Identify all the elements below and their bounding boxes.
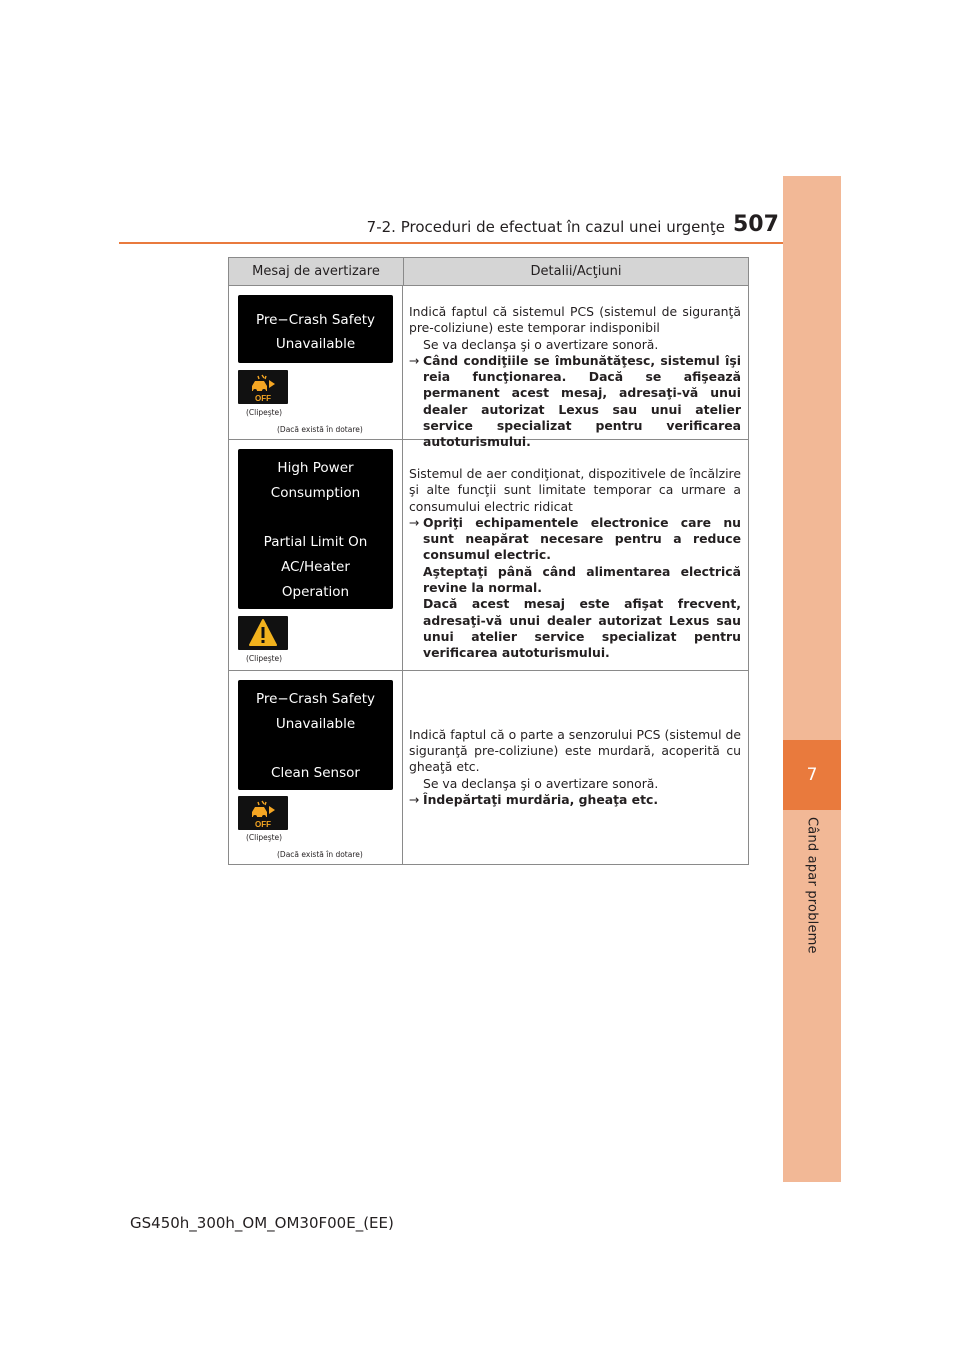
- screen-line: High Power: [277, 460, 354, 476]
- chapter-title: Când apar probleme: [804, 816, 820, 954]
- arrow-icon: →: [409, 352, 420, 368]
- column-header-details: Detalii/Acţiuni: [530, 264, 622, 279]
- icon-off-label: OFF: [255, 394, 271, 403]
- display-screen-clean-sensor: [238, 680, 393, 790]
- description-text: Indică faptul că sistemul PCS (sistemul de siguranţă pre-coliziune) este temporar indisponibil: [409, 304, 741, 336]
- details-cell: [403, 286, 748, 450]
- description-text: Indică faptul că o parte a senzorului PCS (sistemul de siguranţă pre-coliziune) este murdară, acoperită cu gheaţă etc.: [409, 726, 741, 775]
- table-row: [229, 671, 748, 864]
- screen-line: [238, 736, 393, 761]
- sound-note: Se va declanşa şi o avertizare sonoră.: [423, 775, 659, 791]
- warning-visual-cell: [229, 440, 403, 670]
- screen-line: Operation: [281, 583, 350, 600]
- screen-line: Pre−Crash Safety: [255, 691, 376, 707]
- screen-line: Partial Limit On: [263, 534, 368, 551]
- section-title: 7-2. Proceduri de efectuat în cazul unei urgenţe: [366, 218, 725, 236]
- blink-note: (Clipeşte): [246, 408, 283, 417]
- action-text: Aşteptaţi până când alimentarea electrică revine la normal.: [423, 563, 741, 596]
- details-cell: [403, 671, 748, 864]
- warning-triangle-icon: [238, 616, 288, 650]
- action-text-group: [423, 515, 741, 662]
- table-row: [229, 286, 748, 450]
- action-text: Când condiţiile se îmbunătăţesc, sistemul îşi reia funcţionarea. Dacă se afişează permanent acest mesaj, adresaţi-vă unui dealer autorizat Lexus sau unui atelier service specializat pentru verificarea autoturismului.: [423, 352, 741, 450]
- action-item: [409, 353, 741, 451]
- details-cell: [403, 440, 748, 670]
- screen-line: AC/Heater: [281, 558, 350, 575]
- display-screen-high-power: [238, 449, 393, 609]
- action-text: Dacă acest mesaj este afişat frecvent, adresaţi-vă unui dealer autorizat Lexus sau unui atelier service specializat pentru verificarea autoturismului.: [423, 596, 741, 661]
- chapter-title-container: [783, 815, 841, 955]
- blink-note: (Clipeşte): [246, 833, 283, 842]
- column-header-message: Mesaj de avertizare: [229, 258, 404, 285]
- warning-visual-cell: [229, 286, 403, 439]
- display-screen-pcs-unavailable: [238, 295, 393, 363]
- arrow-icon: →: [409, 514, 420, 530]
- screen-line: [238, 505, 393, 530]
- blink-note: (Clipeşte): [246, 654, 283, 663]
- screen-line: Clean Sensor: [271, 765, 360, 782]
- sound-note: Se va declanşa şi o avertizare sonoră.: [423, 336, 659, 352]
- action-item: [409, 515, 741, 662]
- equipment-note: (Dacă există în dotare): [277, 850, 363, 859]
- document-code: GS450h_300h_OM_OM30F00E_(EE): [130, 1214, 394, 1232]
- equipment-note: (Dacă există în dotare): [277, 425, 363, 434]
- description-text: Sistemul de aer condiţionat, dispozitivele de încălzire şi alte funcţii sunt limitate temporar ca urmare a consumului electric ridicat: [409, 466, 741, 514]
- action-item: [409, 792, 741, 808]
- table-row: [229, 440, 748, 671]
- screen-line: Pre−Crash Safety: [255, 312, 376, 328]
- table-header: [229, 258, 748, 286]
- pcs-off-icon: [238, 796, 288, 830]
- action-text: Îndepărtaţi murdăria, gheaţa etc.: [423, 791, 659, 807]
- screen-line: Consumption: [270, 484, 361, 501]
- page-number: 507: [733, 212, 779, 237]
- screen-line: Unavailable: [275, 715, 356, 732]
- header-rule: [119, 242, 783, 244]
- action-text: Opriţi echipamentele electronice care nu sunt neapărat necesare pentru a reduce consumul electric.: [423, 514, 741, 563]
- chapter-side-band: [783, 176, 841, 1182]
- chapter-number: 7: [783, 740, 841, 810]
- warning-messages-table: [228, 257, 749, 865]
- warning-visual-cell: [229, 671, 403, 864]
- pcs-off-icon: [238, 370, 288, 404]
- arrow-icon: →: [409, 791, 420, 807]
- screen-line: Unavailable: [275, 336, 356, 352]
- icon-off-label: OFF: [255, 820, 271, 829]
